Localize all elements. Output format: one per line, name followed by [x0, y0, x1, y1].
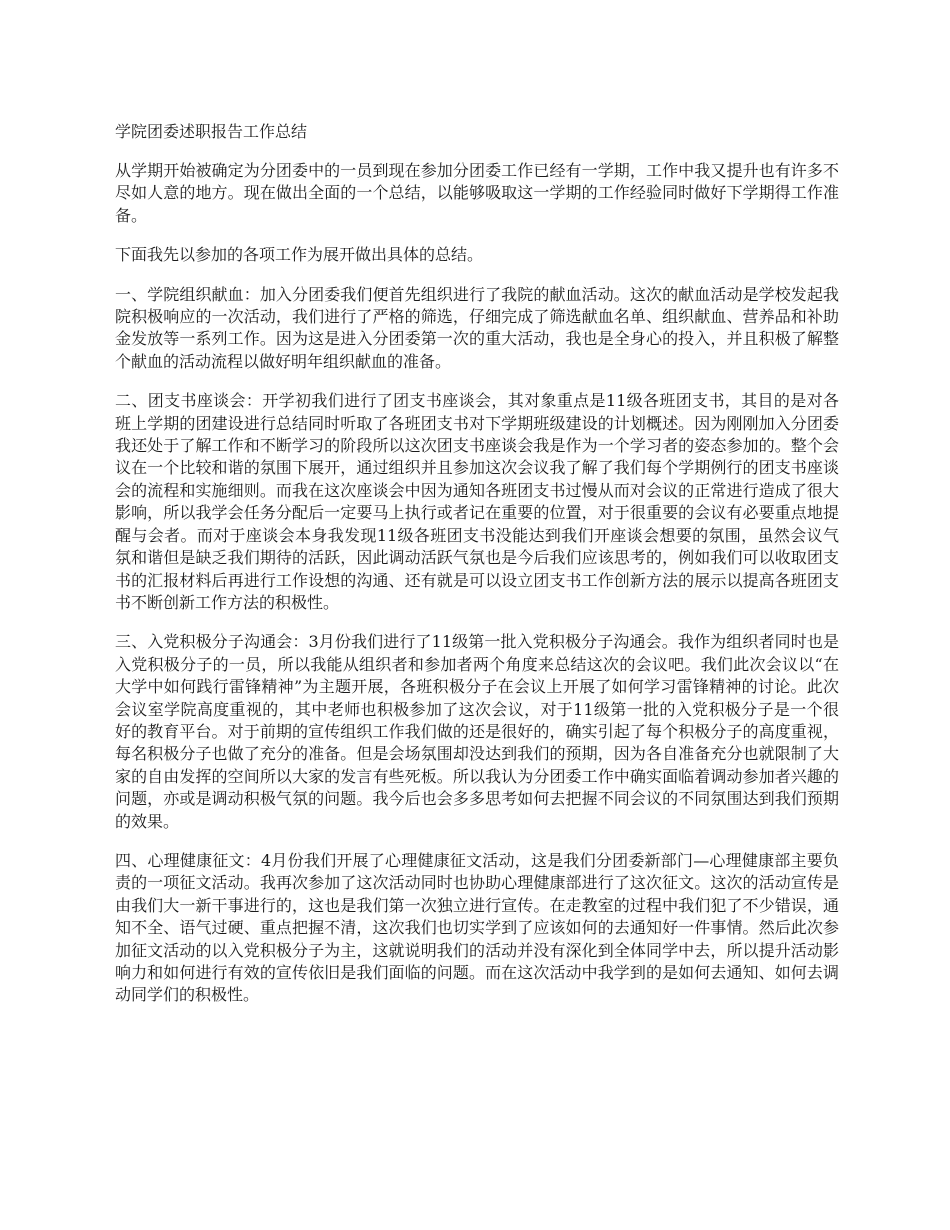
- document-title: 学院团委述职报告工作总结: [115, 122, 308, 141]
- paragraph-party-activist-meeting: 三、入党积极分子沟通会：3月份我们进行了11级第一批入党积极分子沟通会。我作为组织者同时也是入党积极分子的一员，所以我能从组织者和参加者两个角度来总结这次的会议吧。我们此次会议以“在大学中如何践行雷锋精神”为主题开展，各班积极分子在会议上开展了如何学习雷锋精神的讨论。此次会议室学院高度重视的，其中老师也积极参加了这次会议，对于11级第一批的入党积极分子是一个很好的教育平台。对于前期的宣传组织工作我们做的还是很好的，确实引起了每个积极分子的高度重视，每名积极分子也做了充分的准备。但是会场氛围却没达到我们的预期，因为各自准备充分也就限制了大家的自由发挥的空间所以大家的发言有些死板。所以我认为分团委工作中确实面临着调动参加者兴趣的问题，亦或是调动积极气氛的问题。我今后也会多多思考如何去把握不同会议的不同氛围达到我们预期的效果。: [115, 632, 839, 831]
- paragraph-blood-donation: 一、学院组织献血：加入分团委我们便首先组织进行了我院的献血活动。这次的献血活动是学校发起我院积极响应的一次活动，我们进行了严格的筛选，仔细完成了筛选献血名单、组织献血、营养品和补助金发放等一系列工作。因为这是进入分团委第一次的重大活动，我也是全身心的投入，并且积极了解整个献血的活动流程以做好明年组织献血的准备。: [115, 284, 839, 371]
- paragraph-mental-health-essay: 四、心理健康征文：4月份我们开展了心理健康征文活动，这是我们分团委新部门—心理健康部主要负责的一项征文活动。我再次参加了这次活动同时也协助心理健康部进行了这次征文。这次的活动宣传是由我们大一新干事进行的，这也是我们第一次独立进行宣传。在走教室的过程中我们犯了不少错误，通知不全、语气过硬、重点把握不清，这次我们也切实学到了应该如何的去通知好一件事情。然后此次参加征文活动的以入党积极分子为主，这就说明我们的活动并没有深化到全体同学中去，所以提升活动影响力和如何进行有效的宣传依旧是我们面临的问题。而在这次活动中我学到的是如何去通知、如何去调动同学们的积极性。: [115, 850, 839, 1005]
- paragraph-overview: 下面我先以参加的各项工作为展开做出具体的总结。: [115, 245, 484, 265]
- paragraph-intro: 从学期开始被确定为分团委中的一员到现在参加分团委工作已经有一学期，工作中我又提升也有许多不尽如人意的地方。现在做出全面的一个总结，以能够吸取这一学期的工作经验同时做好下学期得工作准备。: [115, 161, 839, 225]
- document-page: [115, 121, 839, 1024]
- paragraph-secretary-meeting: 二、团支书座谈会：开学初我们进行了团支书座谈会，其对象重点是11级各班团支书，其目的是对各班上学期的团建设进行总结同时听取了各班团支书对下学期班级建设的计划概述。因为刚刚加入分团委我还处于了解工作和不断学习的阶段所以这次团支书座谈会我是作为一个学习者的姿态参加的。整个会议在一个比较和谐的氛围下展开，通过组织并且参加这次会议我了解了我们每个学期例行的团支书座谈会的流程和实施细则。而我在这次座谈会中因为通知各班团支书过慢从而对会议的正常进行造成了很大影响，所以我学会任务分配后一定要马上执行或者记在重要的位置，对于很重要的会议有必要重点地提醒与会者。而对于座谈会本身我发现11级各班团支书没能达到我们开座谈会想要的氛围，虽然会议气氛和谐但是缺乏我们期待的活跃，因此调动活跃气氛也是今后我们应该思考的，例如我们可以收取团支书的汇报材料后再进行工作设想的沟通、还有就是可以设立团支书工作创新方法的展示以提高各班团支书不断创新工作方法的积极性。: [115, 391, 839, 612]
